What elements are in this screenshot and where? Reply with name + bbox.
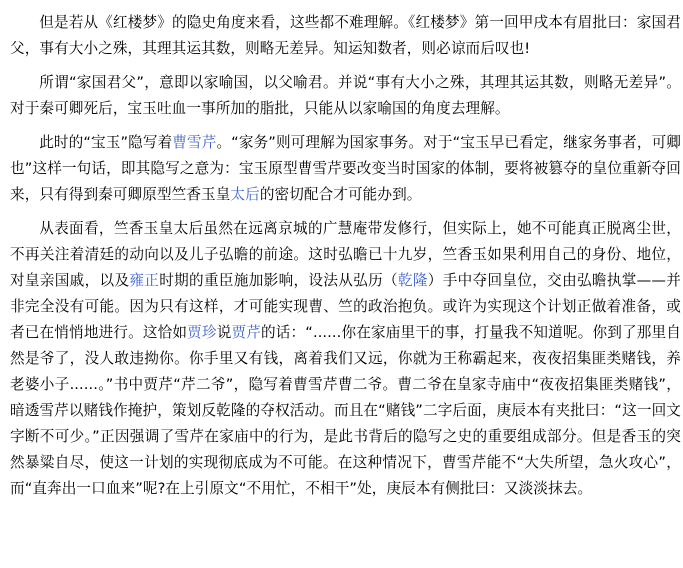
text-run: 能不“大失所望，急火攻心”，而“直奔出一口血来”呢?在上引原文“不用忙，不相 (10, 454, 681, 497)
text-run: 。“家务”则可理解为国家事务。对于“宝玉早已看定， (216, 134, 564, 151)
highlighted-term[interactable]: 太后 (230, 186, 260, 203)
highlighted-term[interactable]: 乾隆 (397, 272, 428, 289)
text-run: 制，要将被篡夺的皇位重新夺回来，只有得到秦可卿原型竺香玉皇 (10, 160, 681, 203)
text-run: 从表面看，竺香玉皇太后虽然在远离京城的广慧庵带发修行，但实际上，她不可能真正 (39, 220, 607, 237)
text-run: 你在家庙里干的事，打量我不知道呢。你到了那里自然是爷了，没人敢违拗你。你手里又有 (10, 324, 681, 367)
text-run: 但是若从《红楼梦》的隐史角度来看，这些都不难理解。《红楼梦》第一回甲戌本有眉批 (39, 14, 608, 31)
text-run: 曰：家国君父，事有大小之殊，其理其运其数，则略无差异。知运知数者，则必谅而后叹也! (10, 14, 681, 57)
text-run: 到。 (392, 186, 422, 203)
text-run: 负。或许为实现这个计划正做着准备，或者已在悄悄地进行。这恰如 (10, 298, 681, 341)
paragraph-4 (0, 216, 683, 502)
paragraph-3 (0, 130, 683, 208)
text-run: 以赌钱作掩护，策划反乾隆的夺权活动。而且在“赌钱”二字后面，庚辰本有夹批曰：“这一 (68, 402, 652, 419)
text-run: 分。但是香玉的突然暴粱自尽，使这一计划的实现彻底成为不可能。在这种情况下，曹雪芹 (10, 428, 681, 471)
text-run: 此时的“宝玉”隐写着 (39, 134, 173, 151)
text-run: 的密切配合才可能办 (259, 186, 393, 203)
text-run: 所谓“家国君父”，意即以家喻国，以父喻君。并说“事有大小之殊，其理其运其数，则 (39, 74, 599, 91)
text-run: 用自己的身份、地位，对皇亲国戚，以及 (10, 246, 681, 289)
text-run: 时期的重臣施加影响，设法从弘历（ (159, 272, 398, 289)
text-run: ）手中夺 (427, 272, 488, 289)
highlighted-term[interactable]: 曹雪芹 (172, 134, 217, 151)
text-run: 芹“芹二爷”，隐写着曹雪芹曹二爷。曹二爷在皇家寺庙中“夜夜招集匪类赌钱”，暗透雪芹 (10, 376, 681, 419)
highlighted-term[interactable]: 雍正 (129, 272, 160, 289)
text-run: 脱离尘世，不再关注着清廷的动向以及儿子弘曕的前途。这时弘曕已十九岁，竺香玉如果利 (10, 220, 681, 263)
highlighted-term[interactable]: 贾芹 (231, 324, 261, 341)
text-run: 回文字断不可少。”正因强调了雪芹在家庙中的行为，是此书背后的隐写之史的重要组成部 (10, 402, 681, 445)
text-run: 干”处，庚辰本有侧批曰：又淡淡抹去。 (334, 480, 593, 497)
paragraph-1 (0, 10, 683, 62)
highlighted-term[interactable]: 贾珍 (187, 324, 217, 341)
text-run: 说 (216, 324, 232, 341)
text-run: 继家务事者，可卿也”这样一句话，即其隐写之意为：宝玉原型曹雪芹要改变当时国家的体 (10, 134, 681, 177)
text-run: 的话：“...... (261, 324, 342, 341)
text-run: 略无差异”。对于秦可卿死后，宝玉吐血一事所加的脂批，只能从以家喻国的角度去理解。 (10, 74, 681, 117)
text-run: 回皇位，交由弘曕执掌——并非完全没有可能。因为只有这样，才可能实现曹、竺的政治抱 (10, 272, 681, 315)
paragraph-2 (0, 70, 683, 122)
text-run: 钱，离着我们又远，你就为王称霸起来，夜夜招集匪类赌钱，养老婆小子......。”书中贾 (10, 350, 681, 393)
